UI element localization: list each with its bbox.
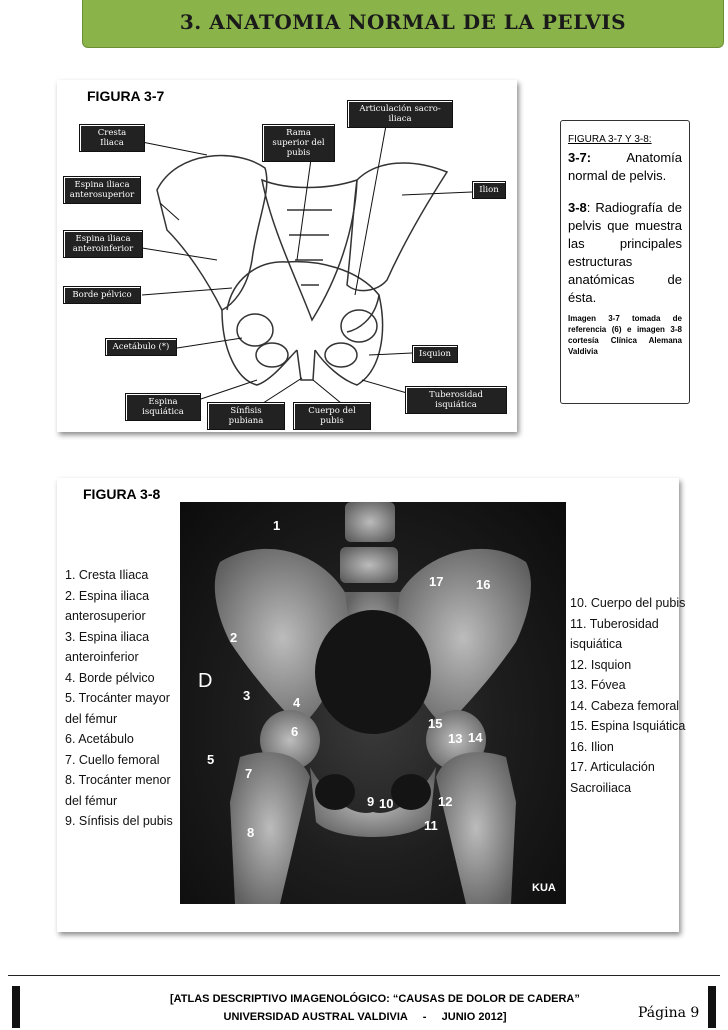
page-title: 3. ANATOMIA NORMAL DE LA PELVIS <box>179 10 627 34</box>
callout-cuerpo-pubis: Cuerpo del pubis <box>293 402 371 430</box>
legend-item: 13. Fóvea <box>570 678 626 692</box>
legend-item: Sacroiliaca <box>570 780 632 795</box>
footer-line-2: UNIVERSIDAD AUSTRAL VALDIVIA - JUNIO 2012] <box>223 1011 507 1023</box>
legend-item: 3. Espina iliaca <box>65 629 150 644</box>
xray-number: 6 <box>291 724 299 739</box>
legend-item: 10. Cuerpo del pubis <box>570 596 686 610</box>
xray-number: 4 <box>293 695 301 710</box>
xray-bones <box>180 502 566 904</box>
figure-3-8-label: FIGURA 3-8 <box>83 486 161 502</box>
xray-number: 1 <box>273 518 281 533</box>
caption-heading: FIGURA 3-7 Y 3-8: <box>568 134 652 145</box>
legend-item: 11. Tuberosidad <box>570 616 659 631</box>
legend-item: 17. Articulación <box>570 760 655 774</box>
legend-item: del fémur <box>65 711 118 726</box>
callout-isquion: Isquion <box>412 345 458 363</box>
xray-number: 13 <box>448 731 463 746</box>
legend-item: 16. Ilion <box>570 739 614 754</box>
callout-articulacion-sacroiliaca: Articulación sacro-iliaca <box>347 100 453 128</box>
figure-caption-box <box>560 120 690 404</box>
legend-item: isquiática <box>570 637 623 651</box>
legend-item: 7. Cuello femoral <box>65 752 160 767</box>
callout-espina-anterosuperior: Espina iliaca anterosuperior <box>63 176 141 204</box>
xray-number: 17 <box>429 574 444 589</box>
legend-right <box>570 593 685 798</box>
callout-acetabulo: Acetábulo (*) <box>105 338 177 356</box>
callout-ilion: Ilion <box>472 181 506 199</box>
xray-number: 10 <box>379 796 394 811</box>
xray-number: 12 <box>438 794 453 809</box>
legend-item: anteroinferior <box>65 650 139 664</box>
header-banner <box>82 0 724 48</box>
figure-3-7-label: FIGURA 3-7 <box>87 88 165 104</box>
caption-3-7-label: 3-7: <box>568 150 592 165</box>
callout-sinfisis-pubiana: Sínfisis pubiana <box>207 402 285 430</box>
xray-number: 16 <box>476 577 491 592</box>
footer-text <box>170 990 580 1026</box>
footer-bar-right <box>708 986 716 1028</box>
footer-bar-left <box>12 986 20 1028</box>
figure-3-7-card <box>57 80 517 432</box>
caption-credit: Imagen 3-7 tomada de referencia (6) e imagen 3-8 cortesía Clínica Alemana Valdivia <box>568 314 682 356</box>
legend-item: 12. Isquion <box>570 657 632 672</box>
caption-3-8-label: 3-8 <box>568 200 587 215</box>
xray-number: 2 <box>230 630 238 645</box>
page-number: Página 9 <box>638 1005 700 1021</box>
pelvis-xray <box>180 502 566 904</box>
xray-number: 14 <box>468 730 483 745</box>
footer-line-1: [ATLAS DESCRIPTIVO IMAGENOLÓGICO: “CAUSAS DE DOLOR DE CADERA” <box>170 993 580 1005</box>
callout-espina-isquiatica: Espina isquiática <box>125 393 201 421</box>
legend-item: 15. Espina Isquiática <box>570 719 686 733</box>
legend-item: 5. Trocánter mayor <box>65 691 170 705</box>
legend-item: anterosuperior <box>65 609 146 623</box>
callout-tuberosidad-isquiatica: Tuberosidad isquiática <box>405 386 507 414</box>
legend-left <box>65 565 173 832</box>
xray-number: 9 <box>367 794 375 809</box>
legend-item: del fémur <box>65 793 118 808</box>
callout-borde-pelvico: Borde pélvico <box>63 286 141 304</box>
footer-divider <box>8 975 720 976</box>
legend-item: 14. Cabeza femoral <box>570 698 680 713</box>
xray-signature: KUA <box>532 882 556 894</box>
figure-3-8-card <box>57 478 686 932</box>
legend-item: 9. Sínfisis del pubis <box>65 814 173 828</box>
caption-3-8-text: : Radiografía de pelvis que muestra las principales estructuras anatómicas de ésta. <box>568 200 682 305</box>
legend-item: 2. Espina iliaca <box>65 588 150 603</box>
callout-cresta-iliaca: Cresta Iliaca <box>79 124 145 152</box>
callout-rama-superior-pubis: Rama superior del pubis <box>262 124 335 162</box>
callout-espina-anteroinferior: Espina iliaca anteroinferior <box>63 230 143 258</box>
xray-number: 5 <box>207 752 215 767</box>
legend-item: 1. Cresta Iliaca <box>65 568 149 582</box>
legend-item: 4. Borde pélvico <box>65 670 155 685</box>
xray-number: 3 <box>243 688 251 703</box>
legend-item: 8. Trocánter menor <box>65 773 171 787</box>
legend-item: 6. Acetábulo <box>65 732 134 746</box>
xray-side-marker: D <box>198 670 213 692</box>
caption-3-7-text: Anatomía normal de pelvis. <box>568 150 682 183</box>
xray-number: 8 <box>247 825 255 840</box>
xray-number: 15 <box>428 716 443 731</box>
xray-number: 11 <box>424 818 438 833</box>
xray-number: 7 <box>245 766 253 781</box>
